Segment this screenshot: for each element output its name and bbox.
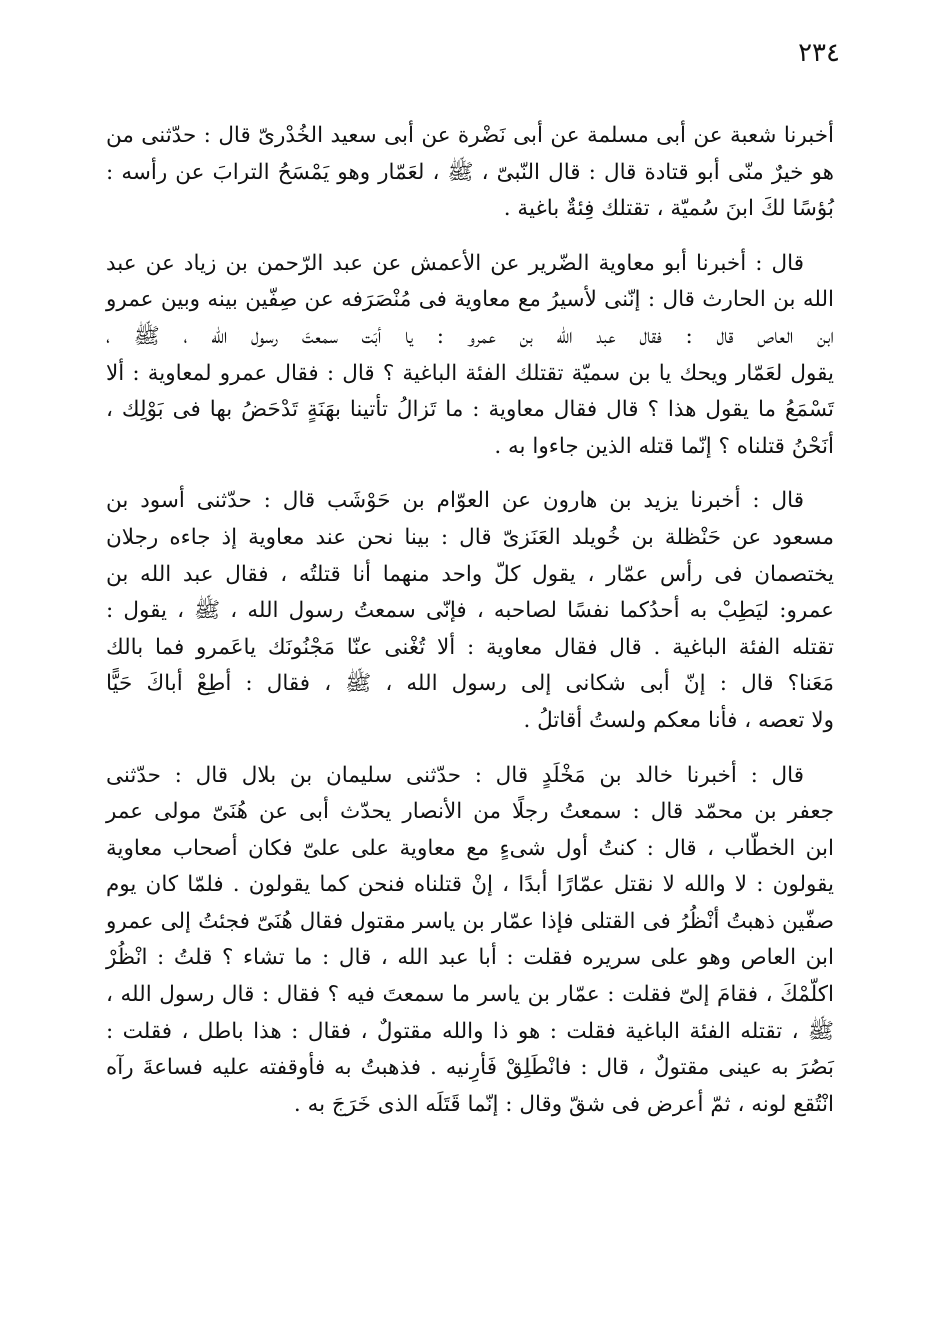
text-line: هو خيرٌ منّى أبو قتادة قال : قال النّبىّ ، ﷺ ، لعَمّار وهو يَمْسَحُ الترابَ عن رأسه : xyxy=(106,159,834,185)
paragraph xyxy=(106,758,834,1124)
paragraph xyxy=(106,118,834,228)
text-line: اكلّمْكَ ، فقامَ إلىّ فقلت : عمّار بن ياسر ما سمعتَ فيه ؟ فقال : قال رسول الله ، xyxy=(106,982,834,1008)
text-line: ابن العاص وهو على سريره فقلت : أبا عبد الله ، قال : ما تشاء ؟ قلتُ : انْظُرْ xyxy=(106,945,834,971)
text-line: يقول لعَمّار ويحك يا بن سميّة تقتلك الفئة الباغية ؟ قال : فقال عمرو لمعاوية : ألا xyxy=(106,360,834,386)
text-line: قال : أخبرنا خالد بن مَخْلَدٍ قال : حدّثنى سليمان بن بلال قال : حدّثنى xyxy=(106,762,804,788)
text-line: قال : أخبرنا يزيد بن هارون عن العوّام بن حَوْشَب قال : حدّثنى أسود بن xyxy=(106,488,804,514)
text-line: صفّين ذهبتُ أنْظُرُ فى القتلى فإذا عمّار بن ياسر مقتول فقال هُنَىّ فجئتُ إلى عمرو xyxy=(106,908,834,934)
text-line: ﷺ ، تقتله الفئة الباغية فقلت : هو ذا والله مقتولٌ ، فقال : هذا باطل ، فقلت : xyxy=(106,1018,834,1044)
paragraph xyxy=(106,246,834,466)
text-line: بَصُرَ به عينى مقتولٌ ، قال : فانْطَلِقْ فَأرِنيه . فذهبتُ به فأوقفته عليه فساعةَ رآه xyxy=(106,1055,834,1081)
page-number: ٢٣٤ xyxy=(798,38,840,68)
text-line: الله بن الحارث قال : إنّنى لأسيرُ مع معاوية فى مُنْصَرَفه عن صِفّين بينه وبين عمرو xyxy=(106,287,834,313)
text-line: قال : أخبرنا أبو معاوية الضّرير عن الأعمش عن عبد الرّحمن بن زياد عن عبد xyxy=(106,250,804,276)
text-line: ابن العاص قال : فقال عبد الله بن عمرو : يا أبَت سمعتَ رسول الله ، ﷺ ، xyxy=(106,323,834,349)
text-line: يقولون : لا والله لا نقتل عمّارًا أبدًا ، إنْ قتلناه فنحن كما يقولون . فلمّا كان يوم xyxy=(106,872,834,898)
text-line: انْتُقع لونه ، ثمّ أعرض فى شقّ وقال : إنّما قَتَلَه الذى خَرَجَ به . xyxy=(293,1091,834,1117)
text-line: ولا تعصه ، فأنا معكم ولستُ أقاتلُ . xyxy=(523,707,834,733)
text-line: ابن الخطّاب ، قال : كنتُ أول شىءٍ مع معاوية على علىّ فكان أصحاب معاوية xyxy=(106,835,834,861)
text-line: يختصمان فى رأس عمّار ، يقول كلّ واحد منهما أنا قتلتُه ، فقال عبد الله بن xyxy=(106,561,834,587)
text-line: أنَحْنُ قتلناه ؟ إنّما قتله الذين جاءوا به . xyxy=(494,433,834,459)
text-line: جعفر بن محمّد قال : سمعتُ رجلًا من الأنصار يحدّث أبى عن هُنَىّ مولى عمر xyxy=(106,799,834,825)
text-line: مَعَنا؟ قال : إنّ أبى شكانى إلى رسول الله ، ﷺ ، فقال : أطِعْ أباكَ حَيًّا xyxy=(106,671,834,697)
text-line: مسعود عن حَنْظلة بن خُويلد العَنَزىّ قال : بينا نحن عند معاوية إذ جاءه رجلان xyxy=(106,524,834,550)
text-line: عمرو: ليَطِبْ به أحدُكما نفسًا لصاحبه ، فإنّى سمعتُ رسول الله ، ﷺ ، يقول : xyxy=(106,598,834,624)
paragraph xyxy=(106,483,834,739)
body-text xyxy=(106,118,834,1141)
text-line: تَسْمَعُ ما يقول هذا ؟ قال فقال معاوية : ما تَزالُ تأتينا بهَنَةٍ تَدْحَضُ بها فى بَوْلِك ، xyxy=(106,397,834,423)
text-line: أخبرنا شعبة عن أبى مسلمة عن أبى نَضْرة عن أبى سعيد الخُدْرىّ قال : حدّثنى من xyxy=(106,123,834,148)
text-line: تقتله الفئة الباغية . قال فقال معاوية : ألا تُغْنى عنّا مَجْنُونَك ياعَمرو فما بالك xyxy=(106,634,834,660)
text-line: بُؤسًا لكَ ابنَ سُميّة ، تقتلك فِئةٌ باغية . xyxy=(503,196,834,222)
